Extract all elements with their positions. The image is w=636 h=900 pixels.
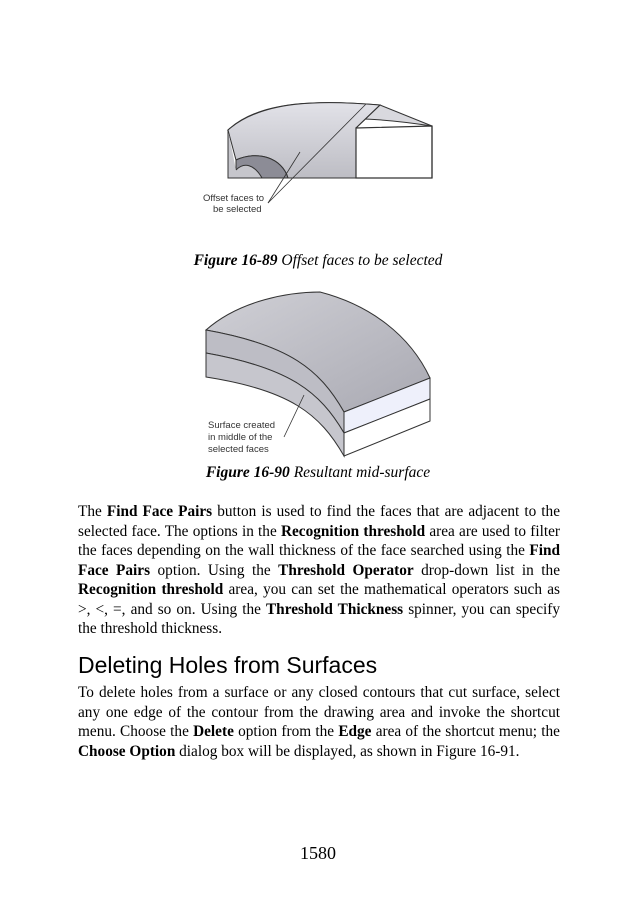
- paragraph-find-face-pairs: [78, 502, 560, 639]
- figure2-callout-line2: in middle of the: [208, 432, 273, 443]
- figure1-callout-line2: be selected: [213, 204, 262, 215]
- section-heading: Deleting Holes from Surfaces: [78, 652, 378, 678]
- figure2-caption-text: Resultant mid-surface: [293, 464, 431, 481]
- figure2-caption-number: Figure 16-90: [205, 464, 290, 481]
- term-choose-option: Choose Option: [78, 742, 176, 760]
- figure2-caption: [0, 464, 636, 482]
- text-run: spinner, you can specify the threshold thickness.: [78, 600, 561, 637]
- figure2-callout-line1: Surface created: [208, 420, 276, 431]
- term-find-face-pairs: Find Face Pairs: [78, 542, 560, 579]
- figure1-callout-line1: Offset faces to: [203, 193, 265, 204]
- text-run: option. Using the: [150, 561, 279, 579]
- term-delete: Delete: [193, 723, 234, 740]
- figure1-caption-text: Offset faces to be selected: [281, 252, 443, 269]
- term-threshold-thickness: Threshold Thickness: [265, 600, 404, 618]
- text-run: To delete holes from a surface or any closed contours that cut surface, select any one edge of the contour from the drawing area and invoke the shortcut menu. Choose the: [78, 684, 560, 740]
- text-run: area are used to filter the faces depending on the wall thickness of the face searched using the: [78, 522, 561, 559]
- text-run: area of the shortcut menu; the: [371, 723, 560, 740]
- figure1-caption-number: Figure 16-89: [193, 252, 278, 269]
- text-run: dialog box will be displayed, as shown in Figure 16-91.: [175, 742, 520, 760]
- text-run: area, you can set the mathematical operators such as >, <, =, and so on. Using the: [78, 581, 560, 618]
- term-find-face-pairs: Find Face Pairs: [106, 503, 213, 520]
- text-run: button is used to find the faces that are adjacent to the selected face. The options in the: [78, 503, 560, 540]
- paragraph-deleting-holes: [78, 683, 560, 761]
- text-run: The: [78, 503, 107, 520]
- figure2-callout-line3: selected faces: [208, 444, 269, 455]
- term-edge: Edge: [338, 723, 372, 740]
- page-number: 1580: [300, 843, 336, 863]
- term-threshold-operator: Threshold Operator: [278, 561, 414, 579]
- text-run: drop-down list in the: [413, 561, 560, 579]
- term-recognition-threshold: Recognition threshold: [280, 522, 426, 540]
- term-recognition-threshold: Recognition threshold: [78, 581, 224, 598]
- text-run: option from the: [233, 723, 339, 740]
